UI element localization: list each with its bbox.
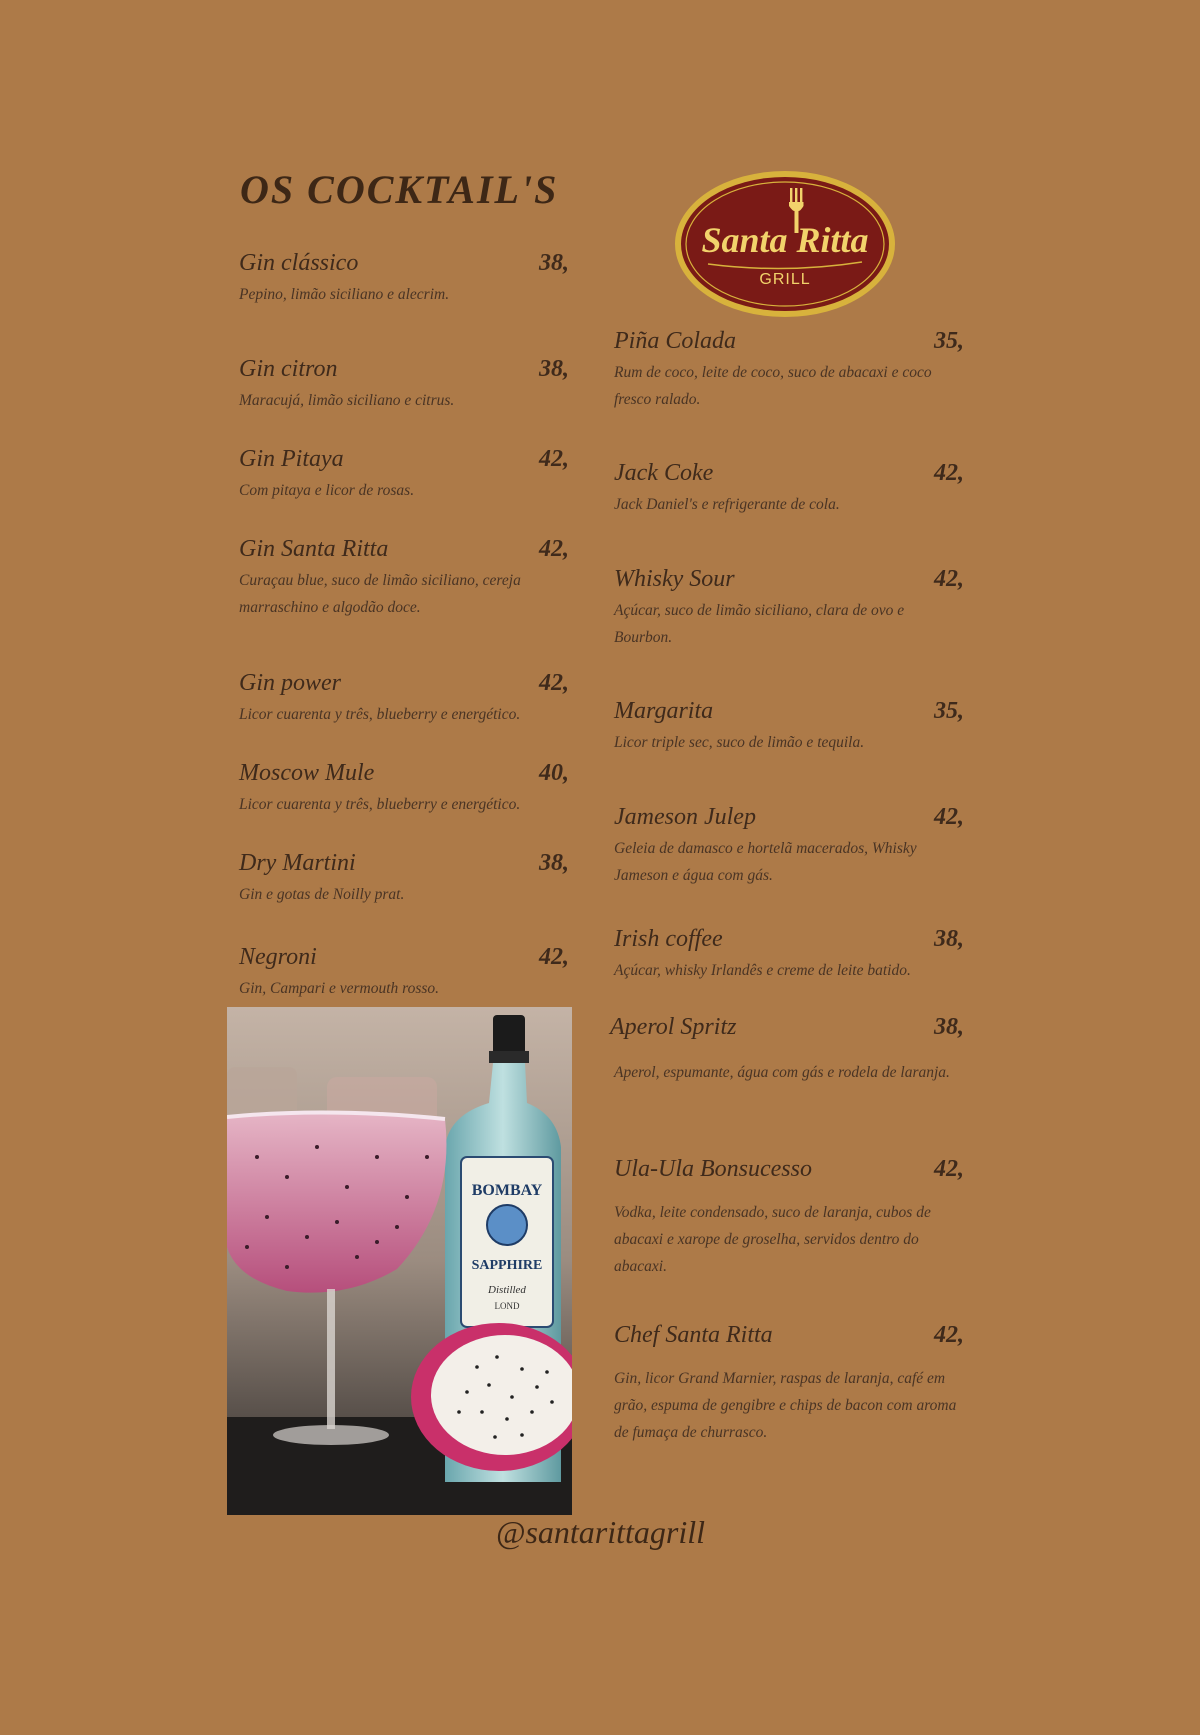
item-name: Gin clássico [239,250,359,276]
menu-item-pina-colada [614,328,964,413]
item-description: Licor cuarenta y três, blueberry e energético. [239,706,521,723]
menu-item-ula-ula-bonsucesso [614,1156,964,1280]
item-name: Dry Martini [239,850,356,876]
item-price: 38, [539,356,569,382]
item-price: 35, [934,698,964,724]
item-description: Licor triple sec, suco de limão e tequila. [614,734,865,751]
logo-name: Santa Ritta [701,220,869,260]
item-price: 42, [539,944,569,970]
menu-item-jack-coke [614,460,964,518]
menu-item-gin-pitaya [239,446,569,504]
item-price: 42, [539,446,569,472]
item-description: Maracujá, limão siciliano e citrus. [239,392,455,409]
menu-item-gin-citron [239,356,569,414]
menu-item-irish-coffee [614,926,964,984]
menu-item-dry-martini [239,850,569,908]
item-description: Aperol, espumante, água com gás e rodela de laranja. [614,1064,950,1081]
menu-item-aperol-spritz [610,1014,964,1086]
item-name: Gin citron [239,356,338,382]
item-price: 40, [539,760,569,786]
item-name: Negroni [239,944,317,970]
item-name: Whisky Sour [614,566,735,592]
item-price: 38, [539,250,569,276]
item-name: Chef Santa Ritta [614,1322,773,1348]
item-description: Curaçau blue, suco de limão siciliano, cereja marraschino e algodão doce. [239,572,521,616]
item-price: 38, [539,850,569,876]
item-name: Irish coffee [614,926,723,952]
item-price: 42, [539,670,569,696]
item-price: 42, [934,804,964,830]
menu-item-jameson-julep [614,804,964,889]
menu-item-margarita [614,698,964,756]
item-price: 42, [539,536,569,562]
item-price: 35, [934,328,964,354]
item-description: Gin e gotas de Noilly prat. [239,886,405,903]
menu-item-gin-power [239,670,569,728]
menu-item-gin-classico [239,250,569,308]
item-price: 38, [934,926,964,952]
bottle-label-brand: BOMBAY [471,1182,543,1199]
item-price: 42, [934,1322,964,1348]
page-title: OS COCKTAIL'S [240,167,559,212]
menu-item-moscow-mule [239,760,569,818]
item-description: Rum de coco, leite de coco, suco de abacaxi e coco fresco ralado. [614,364,932,408]
item-description: Geleia de damasco e hortelã macerados, Whisky Jameson e água com gás. [614,840,917,884]
item-description: Gin, licor Grand Marnier, raspas de laranja, café em grão, espuma de gengibre e chips de bacon com aroma de fumaça de churrasco. [614,1370,957,1441]
item-description: Licor cuarenta y três, blueberry e energético. [239,796,521,813]
item-description: Com pitaya e licor de rosas. [239,482,415,499]
item-name: Margarita [614,698,714,724]
item-price: 42, [934,1156,964,1182]
item-name: Piña Colada [614,328,737,354]
item-price: 42, [934,460,964,486]
menu-item-chef-santa-ritta [614,1322,964,1446]
item-description: Pepino, limão siciliano e alecrim. [239,286,450,303]
item-name: Gin Santa Ritta [239,536,389,562]
bottle-label-distilled: Distilled [488,1284,526,1296]
item-name: Ula-Ula Bonsucesso [614,1156,812,1182]
cocktail-photo [227,1007,572,1515]
bottle-label-name: SAPPHIRE [471,1258,543,1273]
item-description: Açúcar, whisky Irlandês e creme de leite batido. [614,962,911,979]
item-description: Gin, Campari e vermouth rosso. [239,980,440,997]
item-name: Jack Coke [614,460,714,486]
santa-ritta-logo [672,168,898,320]
menu-item-negroni [239,944,569,1002]
instagram-handle: @santarittagrill [496,1514,706,1550]
logo-sub: GRILL [759,271,811,288]
item-name: Gin power [239,670,341,696]
item-name: Gin Pitaya [239,446,344,472]
item-description: Açúcar, suco de limão siciliano, clara de ovo e Bourbon. [614,602,905,646]
item-description: Jack Daniel's e refrigerante de cola. [614,496,840,513]
item-description: Vodka, leite condensado, suco de laranja, cubos de abacaxi e xarope de groselha, servidos dentro do abacaxi. [614,1204,931,1275]
bottle-label-city: LOND [494,1301,520,1311]
menu-item-whisky-sour [614,566,964,651]
item-price: 38, [934,1014,964,1040]
menu-item-gin-santa-ritta [239,536,569,621]
item-name: Aperol Spritz [610,1014,737,1040]
item-name: Jameson Julep [614,804,756,830]
item-price: 42, [934,566,964,592]
item-name: Moscow Mule [239,760,375,786]
